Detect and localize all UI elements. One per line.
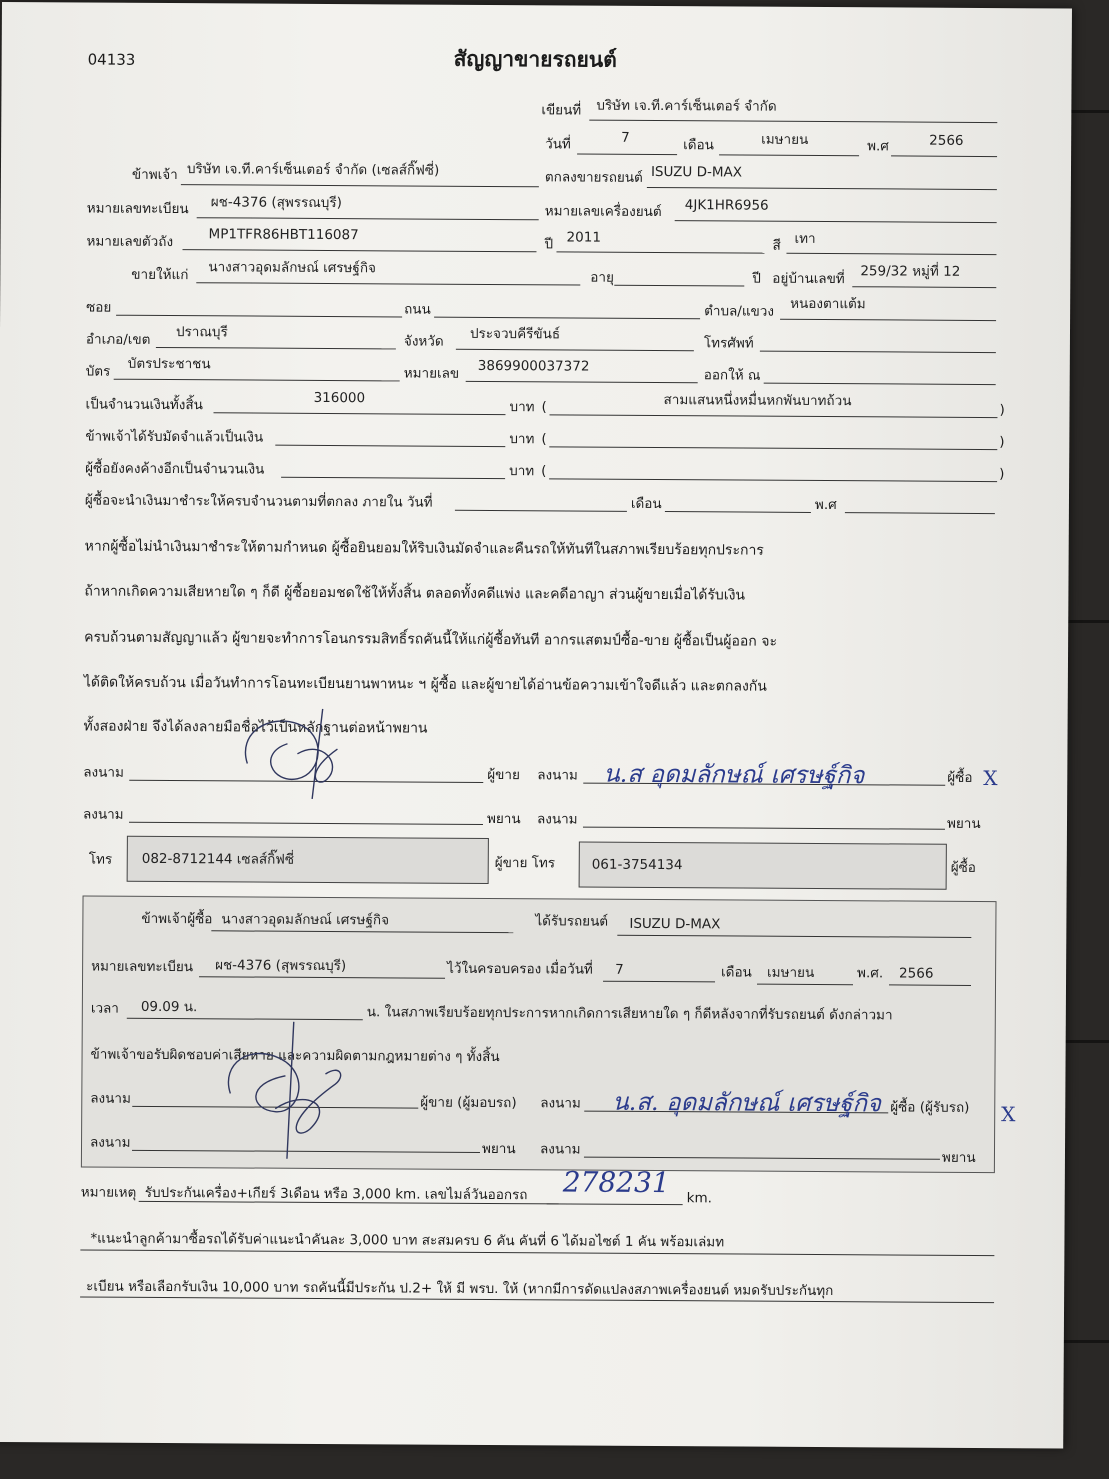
sell-to-label: ขายให้แก่ (131, 266, 189, 284)
underline (757, 984, 853, 986)
color-value: เทา (794, 230, 816, 247)
receipt-month-label: เดือน (721, 964, 752, 981)
baht-label: บาท (509, 463, 535, 480)
underline (549, 478, 997, 482)
deposit-label: ข้าพเจ้าได้รับมัดจำแล้วเป็นเงิน (85, 428, 264, 446)
note-label: หมายเหตุ (80, 1184, 137, 1201)
sign-label: ลงนาม (83, 764, 124, 781)
chassis-no-value: MP1TFR86HBT116087 (208, 226, 359, 244)
subdistrict-value: หนองตาแต้ม (790, 295, 866, 313)
sign-label: ลงนาม (536, 811, 578, 828)
written-at-value: บริษัท เจ.ที.คาร์เซ็นเตอร์ จำกัด (596, 97, 777, 115)
underline (577, 154, 677, 156)
road-label: ถนน (404, 301, 431, 318)
seller-phone: 082-8712144 เซลส์กิ๊ฟซี่ (141, 850, 295, 868)
receipt-condition-line: น. ในสภาพเรียบร้อยทุกประการหากเกิดการเสียหายใด ๆ ก็ดีหลังจากที่รับรถยนต์ ดังกล่าวมา (366, 1004, 893, 1024)
soi-label: ซอย (86, 299, 112, 316)
warranty-note: รับประกันเครื่อง+เกียร์ 3เดือน หรือ 3,000 km. เลขไมล์วันออกรถ (144, 1184, 528, 1204)
total-value: 316000 (313, 389, 366, 407)
underline (547, 1203, 683, 1205)
witness-line (583, 827, 945, 830)
due-label: ผู้ซื้อจะนำเงินมาชำระให้ครบจำนวนตามที่ตกลง ภายใน วันที่ (84, 492, 433, 511)
possess-label: ไว้ในครอบครอง เมื่อวันที่ (447, 960, 593, 978)
receipt-year-label: พ.ศ. (857, 965, 884, 982)
underline (764, 383, 996, 385)
card-no-label: หมายเลข (403, 365, 460, 382)
terms-line-2: ถ้าหากเกิดความเสียหายใด ๆ ก็ดี ผู้ซื้อยอมชดใช้ให้ทั้งสิ้น ตลอดทั้งคดีแพ่ง และคดีอาญา ส่วนผู้ขายเมื่อได้รับเงิน (84, 583, 746, 604)
issued-label: ออกให้ ณ (703, 367, 761, 384)
receipt-buyer-value: นางสาวอุดมลักษณ์ เศรษฐ์กิจ (221, 911, 390, 929)
terms-line-4: ได้ติดให้ครบถ้วน เมื่อวันทำการโอนทะเบียนยานพาหนะ ฯ ผู้ซื้อ และผู้ขายได้อ่านข้อความเข้าใจดีแล้ว และตกลงกัน (83, 674, 767, 695)
receipt-plate-value: ผช-4376 (สุพรรณบุรี) (215, 957, 347, 975)
witness-role: พยาน (941, 1149, 976, 1166)
car-model-value: ISUZU D-MAX (650, 163, 743, 181)
house-label: อยู่บ้านเลขที่ (772, 270, 845, 288)
subdistrict-label: ตำบล/แขวง (704, 303, 775, 320)
referral-note: *แนะนำลูกค้ามาซื้อรถได้รับค่าแนะนำคันละ 3,000 บาท สะสมครบ 6 คัน คันที่ 6 ได้มอไซต์ 1 คัน พร้อมเล่มท (90, 1230, 725, 1251)
underline (845, 512, 995, 514)
card-label: บัตร (85, 363, 111, 380)
x-mark: X (983, 766, 998, 791)
received-label: ได้รับรถยนต์ (535, 913, 609, 930)
underline (852, 286, 996, 288)
month-label: เดือน (630, 495, 662, 513)
underline (156, 347, 396, 349)
engine-no-value: 4JK1HR6956 (684, 197, 769, 214)
baht-label: บาท (509, 431, 535, 448)
underline (891, 155, 997, 157)
x-mark: X (1001, 1102, 1016, 1127)
buyer-role: ผู้ซื้อ (950, 859, 976, 876)
underline (114, 379, 400, 382)
underline (589, 120, 997, 123)
paren: ) (999, 466, 1005, 483)
underline (199, 976, 445, 979)
underline (647, 187, 997, 190)
paren: ) (999, 402, 1005, 419)
paren: ( (541, 431, 547, 448)
underline (211, 930, 513, 933)
underline (456, 349, 694, 351)
province-label: จังหวัด (403, 333, 444, 350)
mileage-value: 278231 (562, 1165, 670, 1200)
contract-paper (0, 2, 1072, 1449)
buyer-signature: น.ส อุดมลักษณ์ เศรษฐ์กิจ (603, 759, 865, 790)
card-type-value: บัตรประชาชน (127, 355, 211, 373)
model-year-value: 2011 (566, 229, 601, 246)
card-no-value: 3869900037372 (477, 357, 590, 375)
district-label: อำเภอ/เขต (85, 331, 151, 348)
chassis-label: หมายเลขตัวถัง (86, 233, 174, 251)
engine-label: หมายเลขเครื่องยนต์ (544, 203, 662, 221)
agree-label: ตกลงขายรถยนต์ (544, 169, 643, 186)
terms-line-3: ครบถ้วนตามสัญญาแล้ว ผู้ขายจะทำการโอนกรรมสิทธิ์รถคันนี้ให้แก่ผู้ซื้อทันที อากรแสตมป์ซื้อ-ขาย ผู้ซื้อเป็นผู้ออก จะ (84, 629, 778, 650)
year-label: พ.ศ (814, 496, 837, 514)
witness-role: พยาน (486, 810, 521, 828)
underline (665, 511, 811, 513)
receipt-time: 09.09 น. (140, 998, 198, 1016)
km-unit: km. (686, 1190, 713, 1207)
contract-day: 7 (621, 129, 630, 146)
total-text-value: สามแสนหนึ่งหมื่นหกพันบาทถ้วน (663, 392, 852, 410)
underline (275, 445, 505, 447)
receipt-seller-signature-scribble (215, 1013, 366, 1164)
underline (760, 351, 996, 353)
underline (719, 154, 859, 156)
receipt-buyer-role: ผู้ซื้อ (ผู้รับรถ) (890, 1099, 970, 1116)
receipt-witness-line (584, 1157, 940, 1160)
remaining-label: ผู้ซื้อยังคงค้างอีกเป็นจำนวนเงิน (85, 460, 265, 478)
sign-label: ลงนาม (540, 1095, 581, 1112)
contract-year: 2566 (929, 132, 964, 149)
seller-tel-label: ผู้ขาย โทร (494, 855, 556, 872)
sign-label: ลงนาม (537, 767, 578, 784)
time-label: เวลา (90, 1000, 119, 1017)
buyer-role: ผู้ซื้อ (947, 769, 973, 786)
underline (603, 981, 715, 983)
underline (281, 477, 505, 479)
underline (556, 251, 764, 253)
age-unit: ปี (752, 270, 761, 287)
underline (196, 282, 580, 285)
receipt-buyer-signature: น.ส. อุดมลักษณ์ เศรษฐ์กิจ (612, 1087, 882, 1118)
underline (549, 446, 997, 450)
witness-role: พยาน (481, 1140, 516, 1158)
plate-label: หมายเลขทะเบียน (86, 200, 189, 218)
district-value: ปราณบุรี (175, 324, 228, 341)
underline (434, 317, 700, 320)
seller-phone-box (127, 836, 489, 884)
underline (455, 510, 627, 512)
receipt-plate-label: หมายเลขทะเบียน (91, 958, 194, 976)
underline (80, 1250, 994, 1257)
underline (116, 315, 402, 318)
paren: ) (999, 434, 1005, 451)
baht-label: บาท (509, 399, 535, 416)
document-title: สัญญาขายรถยนต์ (453, 46, 617, 72)
underline (614, 285, 744, 287)
document-number: 04133 (87, 50, 136, 69)
color-label: สี (772, 237, 781, 254)
underline (675, 220, 997, 223)
receipt-year: 2566 (899, 965, 934, 982)
sign-label: ลงนาม (89, 1134, 131, 1151)
paren: ( (541, 399, 547, 416)
receipt-car-model: ISUZU D-MAX (629, 915, 721, 933)
province-value: ประจวบคีรีขันธ์ (469, 325, 561, 343)
receipt-seller-role: ผู้ขาย (ผู้มอบรถ) (420, 1094, 517, 1112)
contract-month: เมษายน (761, 131, 809, 148)
underline (549, 414, 997, 418)
plate-value: ผช-4376 (สุพรรณบุรี) (210, 194, 342, 212)
tel-label: โทร (88, 851, 113, 868)
receipt-day: 7 (615, 961, 624, 978)
house-no-value: 259/32 หมู่ที่ 12 (860, 263, 961, 280)
witness-role: พยาน (946, 815, 981, 832)
terms-line-1: หากผู้ซื้อไม่นำเงินมาชำระให้ตามกำหนด ผู้ซื้อยินยอมให้ริบเงินมัดจำและคืนรถให้ทันทีในสภาพเรียบร้อยทุกประการ (84, 538, 764, 559)
seller-label: ข้าพเจ้า (131, 166, 178, 184)
buyer-phone-box (579, 842, 947, 890)
underline (182, 249, 536, 252)
year-label: พ.ศ (867, 138, 889, 155)
insurance-note: ะเบียน หรือเลือกรับเงิน 10,000 บาท รถคันนี้มีประกัน ป.2+ ให้ มี พรบ. ให้ (หากมีการดัดแปลงสภาพเครื่องยนต์ หมดรับประกันทุก (86, 1278, 834, 1300)
seller-role: ผู้ขาย (487, 766, 520, 784)
sign-label: ลงนาม (82, 806, 124, 823)
underline (181, 184, 539, 187)
sign-label: ลงนาม (90, 1090, 131, 1107)
sign-label: ลงนาม (539, 1141, 581, 1158)
paren: ( (541, 463, 547, 480)
model-year-label: ปี (544, 236, 554, 253)
receipt-liability-line: ข้าพเจ้าขอรับผิดชอบค่าเสียหาย และความผิดตามกฎหมายต่าง ๆ ทั้งสิ้น (90, 1046, 500, 1066)
underline (786, 253, 996, 255)
written-at-label: เขียนที่ (541, 102, 582, 119)
buyer-phone: 061-3754134 (591, 856, 683, 874)
underline (466, 381, 698, 383)
underline (197, 217, 539, 220)
seller-signature-scribble (227, 693, 388, 804)
date-label: วันที่ (545, 136, 571, 153)
witness-line (129, 822, 483, 825)
total-label: เป็นจำนวนเงินทั้งสิ้น (85, 396, 203, 414)
underline (80, 1297, 994, 1304)
underline (213, 412, 505, 415)
receipt-month: เมษายน (767, 964, 815, 981)
terms-line-5: ทั้งสองฝ่าย จึงได้ลงลายมือชื่อไว้เป็นหลักฐานต่อหน้าพยาน (83, 718, 428, 737)
age-label: อายุ (590, 269, 614, 286)
seller-value: บริษัท เจ.ที.คาร์เซ็นเตอร์ จำกัด (เซลส์กิ๊ฟซี่) (186, 161, 440, 179)
receipt-buyer-label: ข้าพเจ้าผู้ซื้อ (141, 910, 213, 928)
underline (617, 935, 971, 938)
month-label: เดือน (683, 137, 714, 154)
underline (780, 319, 996, 321)
underline (889, 984, 971, 986)
buyer-value: นางสาวอุดมลักษณ์ เศรษฐ์กิจ (208, 259, 377, 277)
phone-label: โทรศัพท์ (703, 335, 754, 352)
